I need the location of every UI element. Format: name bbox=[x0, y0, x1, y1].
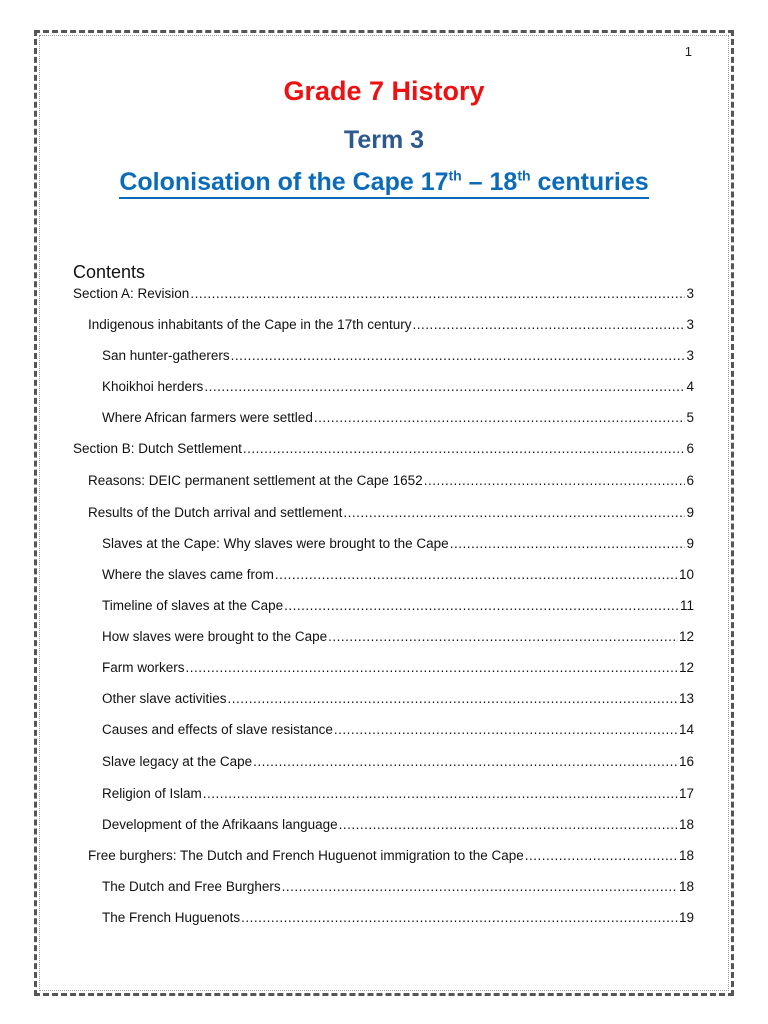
toc-entry-page: 3 bbox=[686, 317, 694, 332]
toc-entry[interactable] bbox=[88, 317, 694, 335]
toc-leader bbox=[525, 848, 678, 863]
toc-entry[interactable] bbox=[102, 754, 694, 772]
toc-entry-page: 18 bbox=[678, 848, 694, 863]
toc-entry-label: The French Huguenots bbox=[102, 910, 241, 925]
toc-entry-label: How slaves were brought to the Cape bbox=[102, 629, 328, 644]
toc-entry[interactable] bbox=[102, 629, 694, 647]
toc-entry-page: 14 bbox=[678, 722, 694, 737]
toc-entry-label: Section B: Dutch Settlement bbox=[73, 441, 242, 456]
toc-entry-label: Slave legacy at the Cape bbox=[102, 754, 253, 769]
toc-entry-label: Reasons: DEIC permanent settlement at the Cape 1652 bbox=[88, 473, 423, 488]
toc-entry[interactable] bbox=[102, 691, 694, 709]
toc-leader bbox=[314, 410, 686, 425]
toc-entry-label: Where African farmers were settled bbox=[102, 410, 313, 425]
toc-entry-page: 6 bbox=[686, 441, 694, 456]
toc-entry[interactable] bbox=[102, 786, 694, 804]
document-title: Grade 7 History bbox=[283, 76, 485, 106]
toc-entry[interactable] bbox=[102, 536, 694, 554]
toc-leader bbox=[190, 286, 685, 301]
toc-leader bbox=[231, 348, 686, 363]
toc-entry-label: Section A: Revision bbox=[73, 286, 190, 301]
toc-entry-label: San hunter-gatherers bbox=[102, 348, 230, 363]
toc-leader bbox=[282, 879, 678, 894]
toc-entry-label: The Dutch and Free Burghers bbox=[102, 879, 281, 894]
toc-entry[interactable] bbox=[102, 910, 694, 928]
toc-entry-page: 18 bbox=[678, 817, 694, 832]
contents-heading: Contents bbox=[73, 262, 146, 282]
toc-entry-label: Farm workers bbox=[102, 660, 185, 675]
toc-entry-label: Indigenous inhabitants of the Cape in the 17th century bbox=[88, 317, 412, 332]
toc-leader bbox=[243, 441, 686, 456]
toc-entry-page: 3 bbox=[686, 286, 694, 301]
toc-leader bbox=[203, 786, 678, 801]
term-title: Term 3 bbox=[343, 126, 425, 154]
toc-entry-page: 10 bbox=[678, 567, 694, 582]
toc-entry-label: Timeline of slaves at the Cape bbox=[102, 598, 284, 613]
toc-entry-label: Khoikhoi herders bbox=[102, 379, 204, 394]
toc-leader bbox=[284, 598, 679, 613]
topic-mid: – 18 bbox=[461, 168, 518, 196]
toc-leader bbox=[334, 722, 678, 737]
toc-entry[interactable] bbox=[102, 598, 694, 616]
toc-entry[interactable] bbox=[102, 722, 694, 740]
topic-sup-1: th bbox=[448, 167, 462, 184]
toc-entry-label: Results of the Dutch arrival and settlement bbox=[88, 505, 343, 520]
toc-leader bbox=[343, 505, 685, 520]
toc-leader bbox=[328, 629, 678, 644]
toc-leader bbox=[241, 910, 678, 925]
toc-entry-page: 19 bbox=[678, 910, 694, 925]
toc-entry-page: 4 bbox=[686, 379, 694, 394]
toc-entry-page: 12 bbox=[678, 660, 694, 675]
toc-entry-label: Other slave activities bbox=[102, 691, 227, 706]
toc-entry-page: 13 bbox=[678, 691, 694, 706]
toc-entry[interactable] bbox=[102, 817, 694, 835]
toc-entry-label: Slaves at the Cape: Why slaves were brought to the Cape bbox=[102, 536, 449, 551]
toc-entry-page: 3 bbox=[686, 348, 694, 363]
toc-leader bbox=[228, 691, 678, 706]
toc-entry-page: 18 bbox=[678, 879, 694, 894]
toc-entry[interactable] bbox=[102, 348, 694, 366]
toc-leader bbox=[424, 473, 686, 488]
toc-entry-page: 5 bbox=[686, 410, 694, 425]
toc-entry-page: 16 bbox=[678, 754, 694, 769]
page-number: 1 bbox=[684, 44, 692, 59]
toc-entry-page: 9 bbox=[686, 536, 694, 551]
toc-leader bbox=[253, 754, 678, 769]
topic-title-link[interactable] bbox=[119, 168, 648, 199]
toc-entry-label: Development of the Afrikaans language bbox=[102, 817, 338, 832]
toc-entry-label: Free burghers: The Dutch and French Huguenot immigration to the Cape bbox=[88, 848, 524, 863]
toc-entry-page: 12 bbox=[678, 629, 694, 644]
topic-title bbox=[0, 168, 768, 197]
topic-suffix: centuries bbox=[530, 168, 649, 196]
topic-sup-2: th bbox=[517, 167, 531, 184]
toc-leader bbox=[204, 379, 685, 394]
toc-leader bbox=[450, 536, 686, 551]
toc-entry-label: Where the slaves came from bbox=[102, 567, 274, 582]
toc-entry-label: Causes and effects of slave resistance bbox=[102, 722, 333, 737]
toc-entry-page: 11 bbox=[679, 598, 694, 613]
toc-entry-page: 17 bbox=[678, 786, 694, 801]
toc-entry[interactable] bbox=[102, 379, 694, 397]
toc-entry[interactable] bbox=[102, 567, 694, 585]
toc-entry[interactable] bbox=[88, 848, 694, 866]
toc-entry[interactable] bbox=[102, 660, 694, 678]
toc-entry[interactable] bbox=[73, 286, 694, 304]
toc-entry-label: Religion of Islam bbox=[102, 786, 202, 801]
toc-entry[interactable] bbox=[88, 505, 694, 523]
toc-entry[interactable] bbox=[88, 473, 694, 491]
topic-prefix: Colonisation of the Cape 17 bbox=[119, 168, 449, 196]
toc-leader bbox=[412, 317, 685, 332]
toc-entry-page: 9 bbox=[686, 505, 694, 520]
toc-entry-page: 6 bbox=[686, 473, 694, 488]
toc-entry[interactable] bbox=[102, 879, 694, 897]
toc-entry[interactable] bbox=[102, 410, 694, 428]
toc-leader bbox=[275, 567, 678, 582]
toc-entry[interactable] bbox=[73, 441, 694, 459]
toc-leader bbox=[339, 817, 678, 832]
toc-leader bbox=[186, 660, 678, 675]
